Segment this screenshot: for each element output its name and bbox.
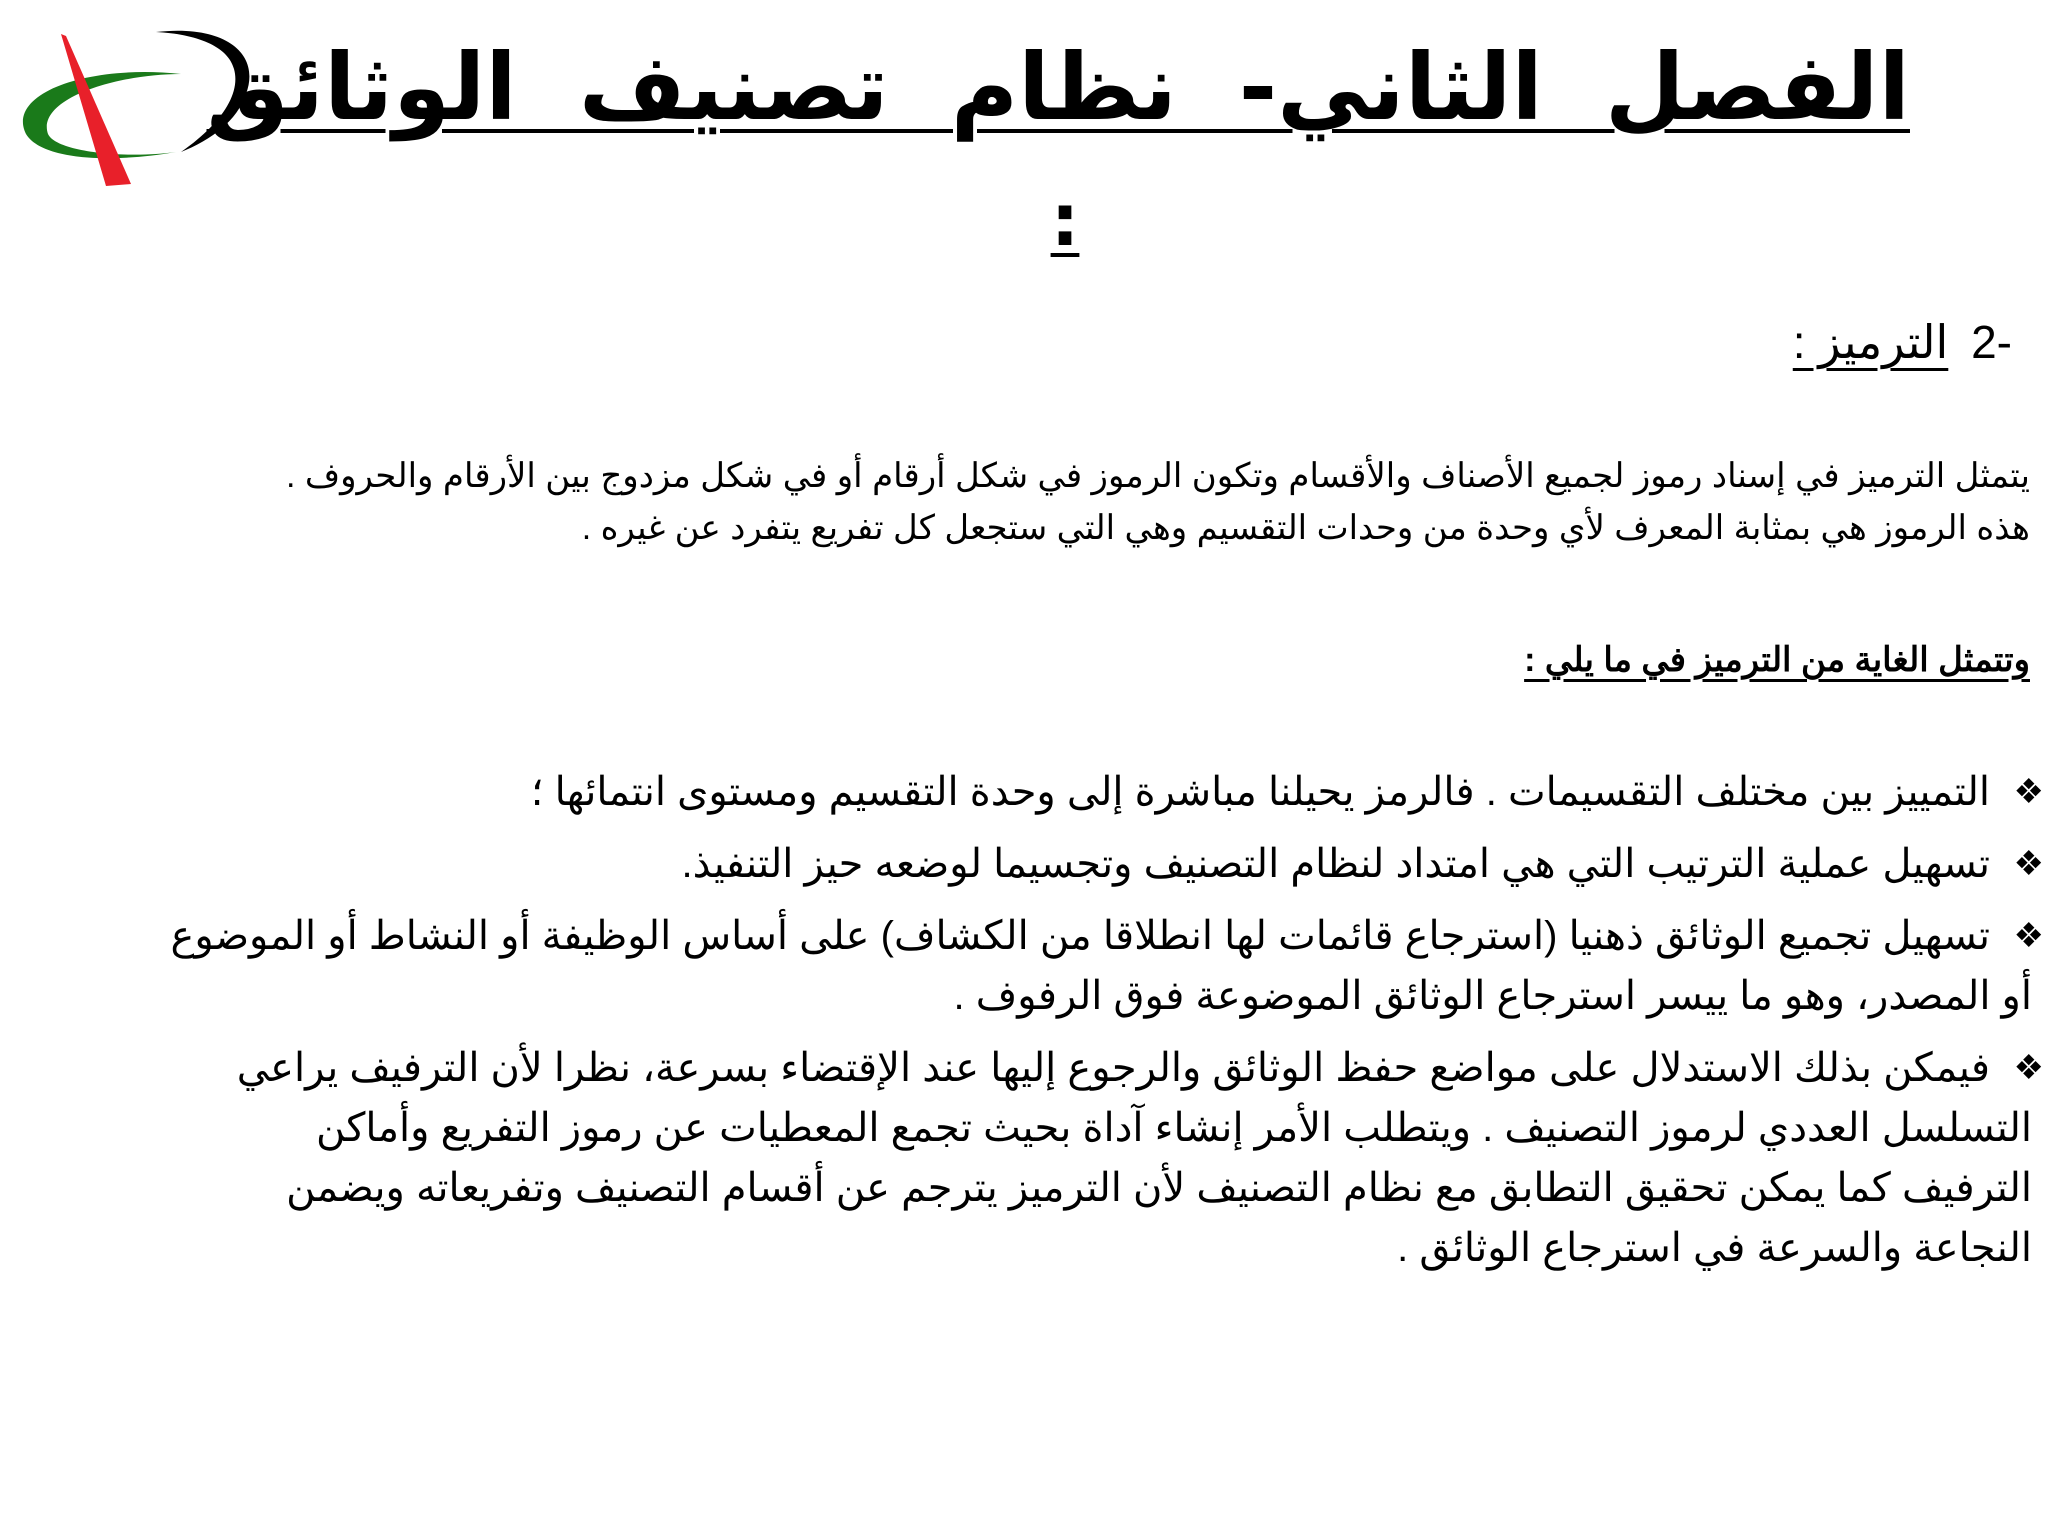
intro-line-2: هذه الرموز هي بمثابة المعرف لأي وحدة من وحدات التقسيم وهي التي ستجعل كل تفريع يتفرد عن غيره . — [581, 509, 2030, 547]
list-item — [148, 834, 2048, 894]
diamond-bullet-icon: ❖ — [2013, 917, 2044, 955]
purpose-list — [148, 762, 2048, 1290]
list-item-line: التمييز بين مختلف التقسيمات . فالرمز يحيلنا مباشرة إلى وحدة التقسيم ومستوى انتمائها ؛ — [530, 770, 1990, 814]
purpose-heading: وتتمثل الغاية من الترميز في ما يلي : — [1524, 641, 2030, 679]
intro-line-1: يتمثل الترميز في إسناد رموز لجميع الأصناف والأقسام وتكون الرموز في شكل أرقام أو في شكل مزدوج بين الأرقام والحروف . — [285, 457, 2030, 495]
list-item-line: تسهيل عملية الترتيب التي هي امتداد لنظام التصنيف وتجسيما لوضعه حيز التنفيذ. — [681, 842, 1990, 886]
intro-paragraph — [130, 450, 2030, 554]
page-title: الفصل الثاني- نظام تصنيف الوثائق — [206, 34, 1910, 141]
list-item — [148, 1038, 2048, 1278]
list-item-line: النجاعة والسرعة في استرجاع الوثائق . — [1397, 1226, 2032, 1270]
diamond-bullet-icon: ❖ — [2013, 773, 2044, 811]
diamond-bullet-icon: ❖ — [2013, 1049, 2044, 1087]
diamond-bullet-icon: ❖ — [2013, 845, 2044, 883]
list-item-line: أو المصدر، وهو ما ييسر استرجاع الوثائق الموضوعة فوق الرفوف . — [953, 974, 2032, 1018]
page-title-colon: : — [1050, 178, 1080, 262]
section-number: -2 — [1971, 316, 2012, 368]
list-item — [148, 762, 2048, 822]
list-item-line: تسهيل تجميع الوثائق ذهنيا (استرجاع قائمات لها انطلاقا من الكشاف) على أساس الوظيفة أو النشاط أو الموضوع — [170, 914, 1990, 958]
list-item — [148, 906, 2048, 1026]
list-item-line: التسلسل العددي لرموز التصنيف . ويتطلب الأمر إنشاء آداة بحيث تجمع المعطيات عن رموز التفريع وأماكن — [315, 1106, 2032, 1150]
section-label: الترميز : — [1792, 316, 1949, 368]
section-heading — [1793, 312, 2012, 372]
list-item-line: فيمكن بذلك الاستدلال على مواضع حفظ الوثائق والرجوع إليها عند الإقتضاء بسرعة، نظرا لأن الترفيف يراعي — [236, 1046, 1990, 1090]
list-item-line: الترفيف كما يمكن تحقيق التطابق مع نظام التصنيف لأن الترميز يترجم عن أقسام التصنيف وتفريعاته ويضمن — [286, 1166, 2032, 1210]
